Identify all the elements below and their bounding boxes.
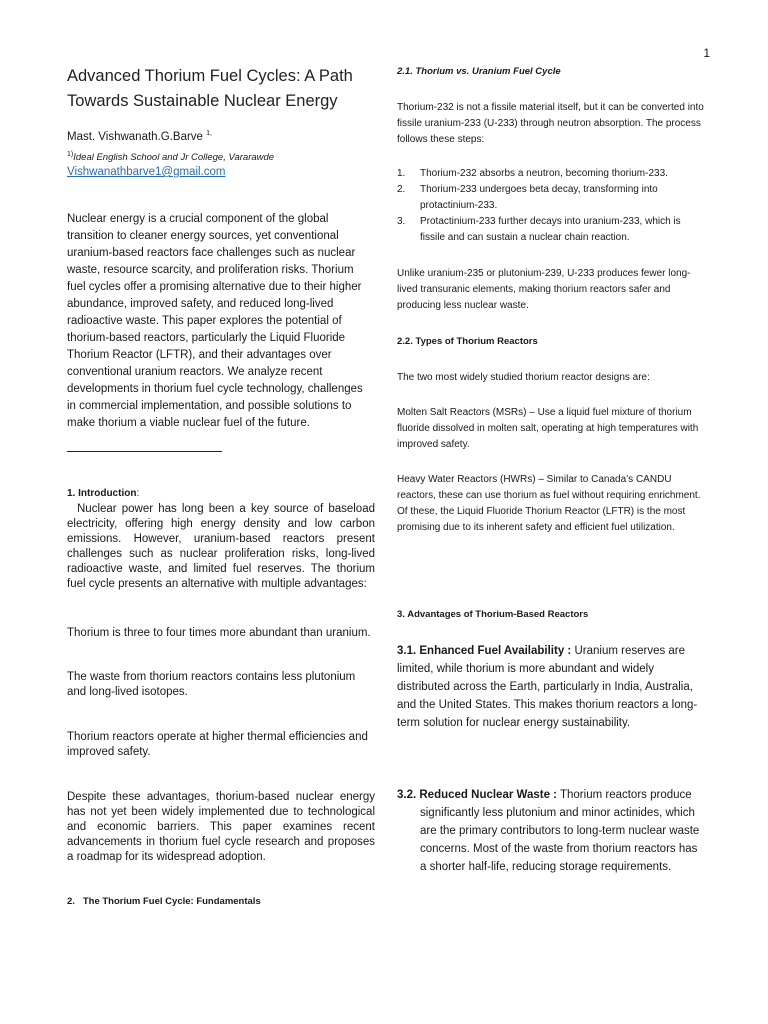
page-number: 1: [703, 46, 710, 60]
fuel-cycle-steps: [397, 166, 705, 246]
subsection-2-2-intro: The two most widely studied thorium reactor designs are:: [397, 372, 650, 383]
affiliation-superscript: 1): [67, 151, 74, 158]
introduction-heading: [67, 488, 139, 499]
advantage-item: Thorium reactors operate at higher thermal efficiencies and improved safety.: [67, 731, 368, 758]
divider: [67, 451, 222, 452]
affiliation-text: Ideal English School and Jr College, Vararawde: [73, 152, 275, 164]
list-item: [397, 214, 705, 246]
step-text: Protactinium-233 further decays into uranium-233, which is fissile and can sustain a nuclear chain reaction.: [420, 216, 681, 243]
advantage-item: Thorium is three to four times more abundant than uranium.: [67, 627, 371, 639]
author-email-link[interactable]: Vishwanathbarve1@gmail.com: [67, 166, 226, 178]
introduction-heading-suffix: :: [136, 488, 140, 499]
section-2-heading: 2. The Thorium Fuel Cycle: Fundamentals: [67, 896, 261, 907]
subsection-3-1-text: Uranium reserves are limited, while thorium is more abundant and widely distributed across the Earth, particularly in India, Australia, and the United States. This makes thorium reactors a long-term solution for nuclear energy sustainability.: [397, 645, 698, 729]
introduction-closing: Despite these advantages, thorium-based nuclear energy has not yet been widely implemented due to technological and economic barriers. This paper examines recent advancements in thorium fuel cycle research and proposes a roadmap for its widespread adoption.: [67, 791, 375, 863]
step-number: 2.: [397, 184, 406, 195]
msr-description: Molten Salt Reactors (MSRs) – Use a liquid fuel mixture of thorium fluoride dissolved in molten salt, operating at high temperatures with improved safety.: [397, 407, 699, 450]
author-superscript: 1,: [206, 130, 212, 137]
step-number: 1.: [397, 168, 406, 179]
subsection-3-1-label: 3.1. Enhanced Fuel Availability :: [397, 645, 572, 657]
author-line: [67, 130, 212, 143]
introduction-body: Nuclear power has long been a key source of baseload electricity, offering high energy density and low carbon emissions. However, uranium-based reactors present challenges such as nuclear proliferation risks, long-lived radioactive waste, and limited fuel reserves. The thorium fuel cycle presents an alternative with multiple advantages:: [67, 503, 375, 590]
hwr-description: Heavy Water Reactors (HWRs) – Similar to Canada’s CANDU reactors, these can use thorium as fuel without requiring enrichment. Of these, the Liquid Fluoride Thorium Reactor (LFTR) is the most promising due to its inherent safety and efficient fuel utilization.: [397, 474, 701, 533]
list-item: [397, 182, 705, 214]
subsection-2-1-heading: 2.1. Thorium vs. Uranium Fuel Cycle: [397, 66, 561, 77]
subsection-3-2-lead: [397, 786, 701, 804]
subsection-2-1-intro: Thorium-232 is not a fissile material itself, but it can be converted into fissile uranium-233 (U-233) through neutron absorption. The process follows these steps:: [397, 102, 704, 145]
subsection-3-2-text-first: Thorium reactors produce: [557, 789, 692, 801]
affiliation-line: [67, 151, 274, 163]
introduction-heading-text: 1. Introduction: [67, 488, 137, 499]
subsection-3-2: [397, 786, 701, 876]
subsection-3-1: [397, 642, 701, 732]
subsection-2-2-heading: 2.2. Types of Thorium Reactors: [397, 336, 538, 347]
subsection-3-2-label: 3.2. Reduced Nuclear Waste :: [397, 789, 557, 801]
section-3-heading: 3. Advantages of Thorium-Based Reactors: [397, 609, 589, 620]
list-item: [397, 166, 705, 182]
author-name: Mast. Vishwanath.G.Barve: [67, 130, 203, 143]
subsection-3-2-text-rest: significantly less plutonium and minor actinides, which are the primary contributors to long-term nuclear waste concerns. Most of the waste from thorium reactors has a shorter half-life, reducing storage requirements.: [420, 807, 700, 873]
abstract: Nuclear energy is a crucial component of the global transition to cleaner energy sources, yet conventional uranium-based reactors face challenges such as nuclear waste, resource scarcity, and proliferation risks. Thorium fuel cycles offer a promising alternative due to their higher abundance, improved safety, and reduced long-lived radioactive waste. This paper explores the potential of thorium-based reactors, particularly the Liquid Fluoride Thorium Reactor (LFTR), and their advantages over conventional uranium reactors. We analyze recent developments in thorium fuel cycle technology, challenges in commercial implementation, and possible solutions to make thorium a viable nuclear fuel of the future.: [67, 213, 363, 429]
step-text: Thorium-233 undergoes beta decay, transforming into protactinium-233.: [420, 184, 658, 211]
subsection-2-1-outro: Unlike uranium-235 or plutonium-239, U-233 produces fewer long-lived transuranic elements, making thorium reactors safer and producing less nuclear waste.: [397, 268, 691, 311]
paper-title: Advanced Thorium Fuel Cycles: A Path Towards Sustainable Nuclear Energy: [67, 67, 353, 110]
advantage-item: The waste from thorium reactors contains less plutonium and long-lived isotopes.: [67, 671, 356, 698]
step-number: 3.: [397, 216, 406, 227]
step-text: Thorium-232 absorbs a neutron, becoming thorium-233.: [420, 168, 668, 179]
